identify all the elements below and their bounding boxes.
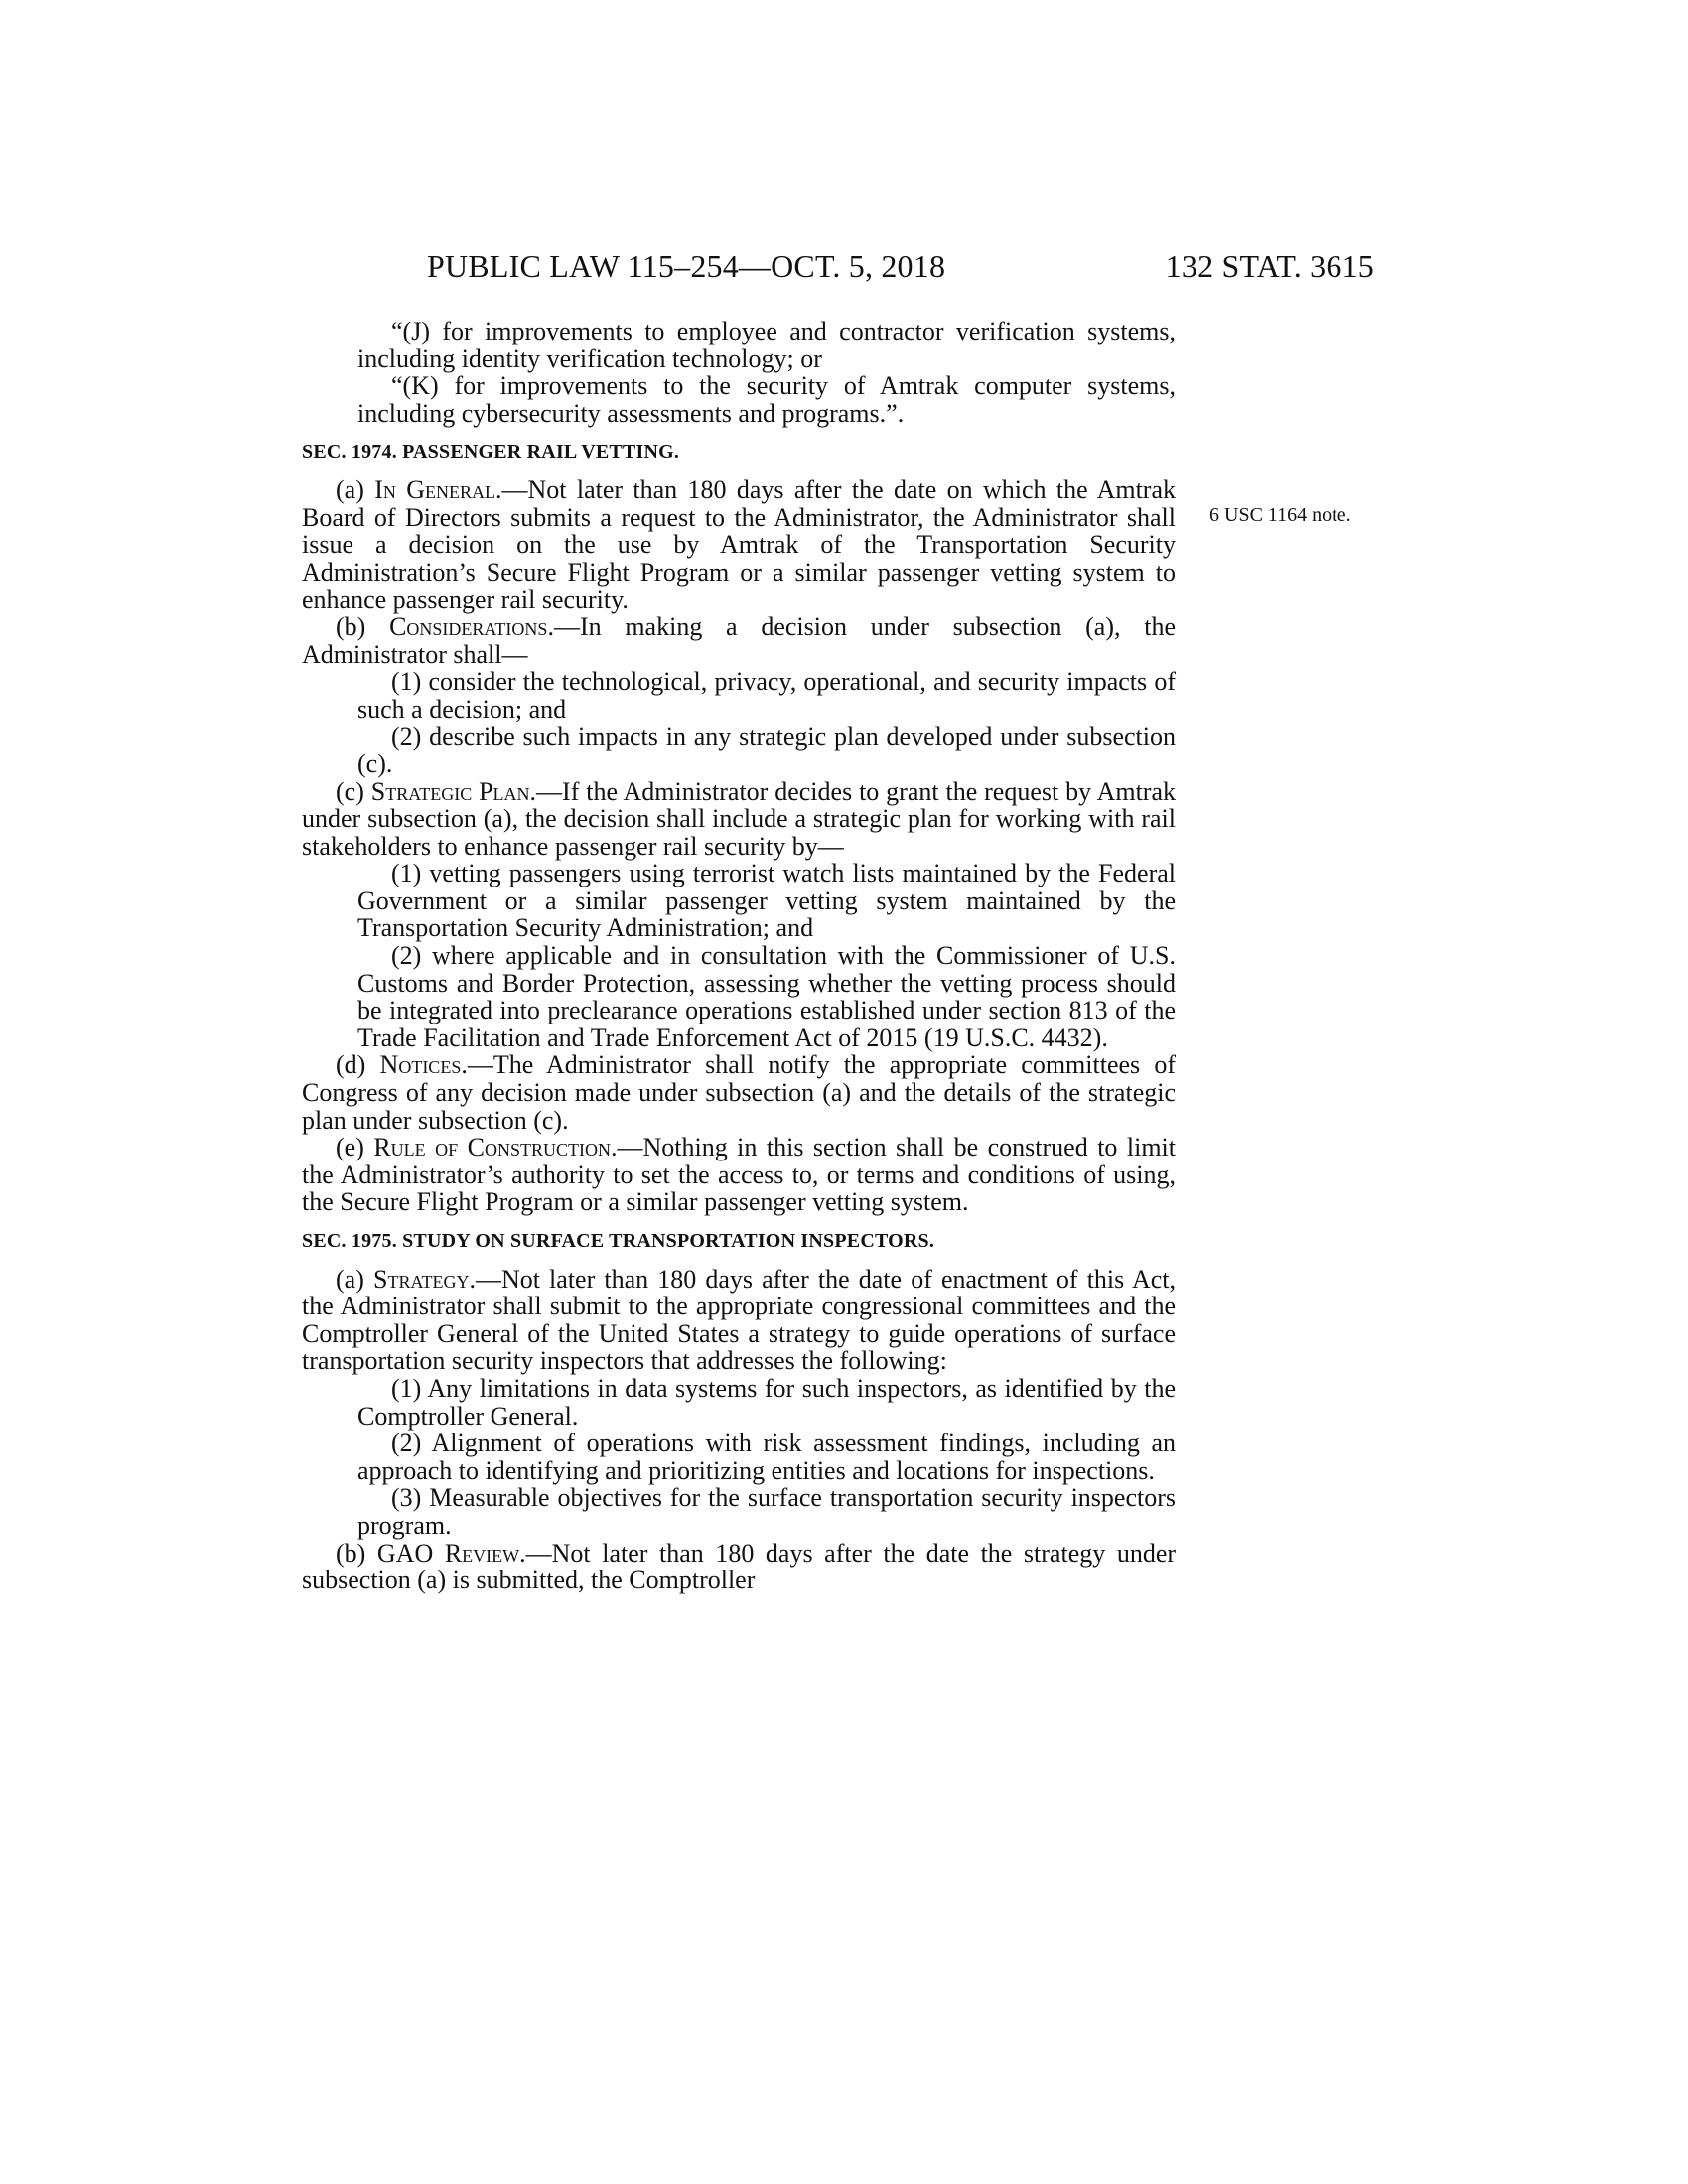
subsection-heading: Notices — [379, 1050, 462, 1080]
section-1975-a-1: (1) Any limitations in data systems for such inspectors, as identified by the Comptroller General. — [357, 1373, 1176, 1431]
subsection-text: Nothing in this section shall be construed to limit the Administrator’s authority to set the access to, or terms and conditions of using, the Secure Flight Program or a similar passenger vetting system. — [302, 1133, 1177, 1217]
section-1975-subsection-a: (a) Strategy.—Not later than 180 days after the date of enactment of this Act, the Administrator shall submit to the appropriate congressional committees and the Comptroller General of the United States a strategy to guide operations of surface transportation security inspectors that addresses the following: — [302, 1264, 1176, 1376]
subsection-number: (c) — [336, 776, 364, 806]
subsection-text: The Administrator shall notify the appropriate committees of Congress of any decision made under subsection (a) and the details of the strategic plan under subsection (c). — [302, 1050, 1177, 1135]
subsection-number: (e) — [336, 1133, 364, 1162]
em-dash: — — [617, 1133, 643, 1162]
section-1974-heading: SEC. 1974. PASSENGER RAIL VETTING. — [302, 441, 680, 464]
subsection-heading: Considerations — [389, 612, 548, 641]
em-dash: — — [536, 776, 563, 806]
subsection-text: Not later than 180 days after the date the strategy under subsection (a) is submitted, the Comptroller — [302, 1538, 1177, 1595]
subsection-heading: Rule of Construction — [373, 1133, 611, 1162]
section-1975-a-2: (2) Alignment of operations with risk assessment findings, including an approach to identifying and prioritizing entities and locations for inspections. — [357, 1429, 1176, 1485]
subsection-number: (a) — [336, 1264, 364, 1294]
section-1974-c-2: (2) where applicable and in consultation with the Commissioner of U.S. Customs and Border Protection, assessing whether the vetting process should be integrated into preclearance operations established under section 813 of the Trade Facilitation and Trade Enforcement Act of 2015 (19 U.S.C. 4432). — [357, 941, 1176, 1052]
page-header-title: PUBLIC LAW 115–254—OCT. 5, 2018 — [427, 248, 946, 284]
section-1974-b-2: (2) describe such impacts in any strategic plan developed under subsection (c). — [357, 722, 1176, 778]
subsection-heading: GAO Review — [376, 1538, 520, 1568]
subsection-text: If the Administrator decides to grant the request by Amtrak under subsection (a), the decision shall include a strategic plan for working with rail stakeholders to enhance passenger rail security by— — [302, 776, 1176, 861]
paragraph-j: “(J) for improvements to employee and contractor verification systems, including identity verification technology; or — [357, 317, 1176, 373]
subsection-number: (b) — [336, 612, 366, 641]
section-1974-subsection-c: (c) Strategic Plan.—If the Administrator decides to grant the request by Amtrak under subsection (a), the decision shall include a strategic plan for working with rail stakeholders to enhance passenger rail security by— — [302, 776, 1176, 861]
section-1975-heading: SEC. 1975. STUDY ON SURFACE TRANSPORTATION INSPECTORS. — [302, 1230, 935, 1252]
section-1974-c-1: (1) vetting passengers using terrorist watch lists maintained by the Federal Government or a similar passenger vetting system maintained by the Transportation Security Administration; and — [357, 859, 1176, 943]
em-dash: — — [475, 1264, 501, 1294]
section-1974-subsection-d: (d) Notices.—The Administrator shall notify the appropriate committees of Congress of any decision made under subsection (a) and the details of the strategic plan under subsection (c). — [302, 1050, 1177, 1135]
paragraph-k: “(K) for improvements to the security of Amtrak computer systems, including cybersecurity assessments and programs.”. — [357, 371, 1176, 428]
subsection-text: In making a decision under subsection (a), the Administrator shall— — [302, 612, 1177, 669]
page-header-stat: 132 STAT. 3615 — [1165, 248, 1374, 284]
em-dash: — — [501, 475, 528, 504]
em-dash: — — [467, 1050, 493, 1080]
em-dash: — — [525, 1538, 552, 1568]
subsection-heading: Strategic Plan — [370, 776, 530, 806]
subsection-number: (b) — [336, 1538, 366, 1568]
margin-note: 6 USC 1164 note. — [1209, 504, 1351, 526]
subsection-heading: In General — [374, 475, 495, 504]
section-1974-subsection-a: (a) In General.—Not later than 180 days after the date on which the Amtrak Board of Directors submits a request to the Administrator, the Administrator shall issue a decision on the use by Amtrak of the Transportation Security Administration’s Secure Flight Program or a similar passenger vetting system to enhance passenger rail security. — [302, 475, 1176, 614]
subsection-heading: Strategy — [372, 1264, 470, 1294]
subsection-text: Not later than 180 days after the date on which the Amtrak Board of Directors submits a request to the Administrator, the Administrator shall issue a decision on the use by Amtrak of the Transportation Security Administration’s Secure Flight Program or a similar passenger vetting system to enhance passenger rail security. — [302, 475, 1176, 614]
em-dash: — — [553, 612, 580, 641]
subsection-number: (a) — [336, 475, 364, 504]
section-1975-subsection-b: (b) GAO Review.—Not later than 180 days after the date the strategy under subsection (a) is submitted, the Comptroller — [302, 1538, 1177, 1595]
subsection-number: (d) — [336, 1050, 366, 1080]
subsection-text: Not later than 180 days after the date of enactment of this Act, the Administrator shall submit to the appropriate congressional committees and the Comptroller General of the United States a strategy to guide operations of surface transportation security inspectors that addresses the following: — [302, 1264, 1176, 1376]
section-1974-subsection-e: (e) Rule of Construction.—Nothing in this section shall be construed to limit the Administrator’s authority to set the access to, or terms and conditions of using, the Secure Flight Program or a similar passenger vetting system. — [302, 1133, 1177, 1217]
document-body — [302, 318, 1176, 1594]
section-1974-subsection-b: (b) Considerations.—In making a decision under subsection (a), the Administrator shall— — [302, 612, 1177, 669]
section-1974-b-1: (1) consider the technological, privacy, operational, and security impacts of such a decision; and — [357, 667, 1176, 724]
section-1975-a-3: (3) Measurable objectives for the surface transportation security inspectors program. — [357, 1483, 1176, 1540]
